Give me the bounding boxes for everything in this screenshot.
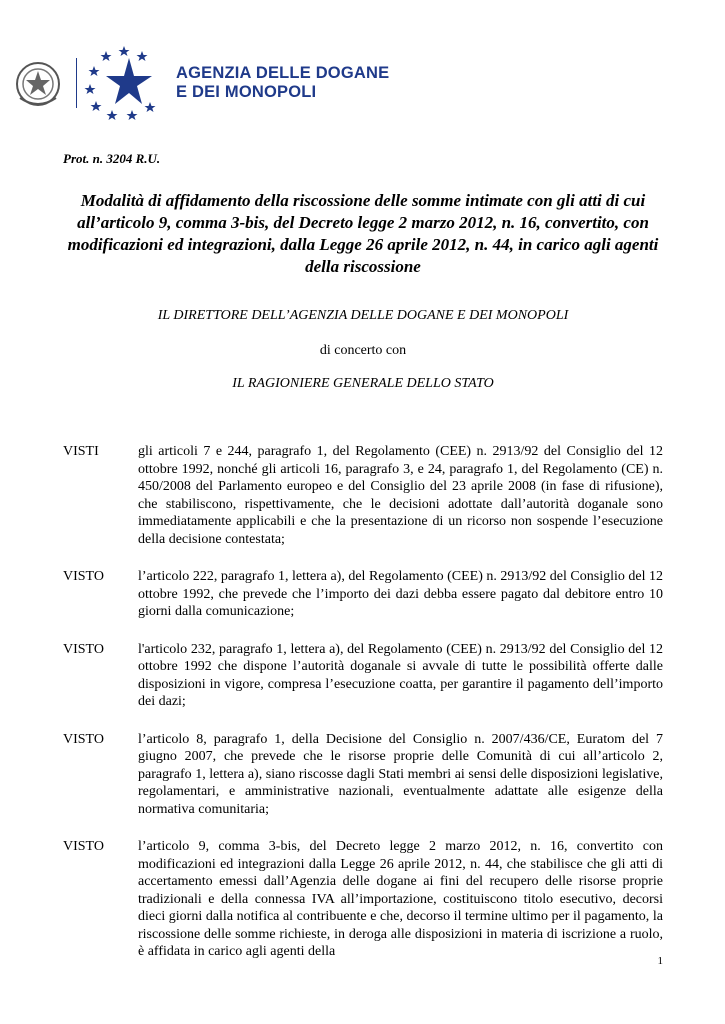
clause-keyword: VISTO	[63, 569, 104, 584]
clause-keyword: VISTI	[63, 444, 99, 459]
concerto-text: di concerto con	[319, 343, 407, 358]
agency-name	[176, 64, 389, 102]
clause-item	[63, 731, 663, 819]
protocol-number: Prot. n. 3204 R.U.	[63, 151, 161, 166]
clause-text: l’articolo 9, comma 3-bis, del Decreto legge 2 marzo 2012, n. 16, convertito con modificazioni ed integrazioni dalla Legge 26 aprile 2012, n. 44, che stabilisce che gli atti di accertamento emessi dall’Agenzia delle dogane ai fini del recupero delle risorse proprie tradizionali e della connessa IVA all’importazione, costituiscono titolo esecutivo, decorsi dieci giorni dalla notifica al contribuente e che, decorso il termine ultimo per il pagamento, la riscossione delle somme richieste, in deroga alle disposizioni in materia di iscrizione a ruolo, è affidata in carico agli agenti della	[138, 839, 663, 959]
agency-name-line1: AGENZIA DELLE DOGANE	[176, 64, 390, 82]
ragioniere-heading: IL RAGIONIERE GENERALE DELLO STATO	[232, 376, 494, 391]
clause-item	[63, 641, 663, 711]
clauses-list	[63, 443, 663, 981]
agency-stars-logo-icon	[84, 44, 164, 120]
clause-keyword: VISTO	[63, 839, 104, 854]
clause-text: l’articolo 222, paragrafo 1, lettera a), del Regolamento (CEE) n. 2913/92 del Consiglio del 12 ottobre 1992, che prevede che l’importo dei dazi debba essere pagato dal debitore entro 10 giorni dalla comunicazione;	[138, 569, 663, 619]
page-number: 1	[657, 955, 663, 967]
clause-text: gli articoli 7 e 244, paragrafo 1, del Regolamento (CEE) n. 2913/92 del Consiglio del 12 ottobre 1992, nonché gli articoli 16, paragrafo 3, e 24, paragrafo 1, del Regolamento (CE) n. 450/2008 del Parlamento europeo e del Consiglio del 23 aprile 2008 (in fase di rifusione), che stabiliscono, rispettivamente, che le decisioni adottate dall’autorità doganale sono immediatamente applicabili e che la presentazione di un ricorso non sospende l’esecuzione della decisione contestata;	[138, 444, 663, 547]
letterhead	[14, 44, 390, 120]
clause-item	[63, 443, 663, 548]
clause-keyword: VISTO	[63, 641, 104, 657]
italian-republic-emblem-icon	[14, 58, 62, 110]
clause-item	[63, 568, 663, 621]
agency-name-line2: E DEI MONOPOLI	[176, 83, 317, 101]
header-divider	[76, 58, 77, 108]
clause-keyword: VISTO	[63, 731, 104, 747]
director-heading: IL DIRETTORE DELL’AGENZIA DELLE DOGANE E DEI MONOPOLI	[157, 308, 569, 323]
document-title: Modalità di affidamento della riscossione delle somme intimate con gli atti di cui all’articolo 9, comma 3-bis, del Decreto legge 2 marzo 2012, n. 16, convertito, con modificazioni ed integrazioni, dalla Legge 26 aprile 2012, n. 44, in carico agli agenti della riscossione	[67, 191, 659, 276]
clause-text: l'articolo 232, paragrafo 1, lettera a), del Regolamento (CEE) n. 2913/92 del Consiglio del 12 ottobre 1992 che dispone l’autorità doganale si avvale di tutte le possibilità offerte dalle disposizioni in vigore, compresa l’esecuzione coatta, per garantire il pagamento dell’importo dei dazi;	[138, 641, 663, 709]
clause-item	[63, 838, 663, 961]
clause-text: l’articolo 8, paragrafo 1, della Decisione del Consiglio n. 2007/436/CE, Euratom del 7 giugno 2007, che prevede che le risorse proprie delle Comunità di cui all’articolo 2, paragrafo 1, lettera a), siano riscosse dagli Stati membri ai sensi delle disposizioni legislative, regolamentari, e amministrative nazionali, eventualmente adattate alle esigenze della normativa comunitaria;	[138, 731, 663, 817]
